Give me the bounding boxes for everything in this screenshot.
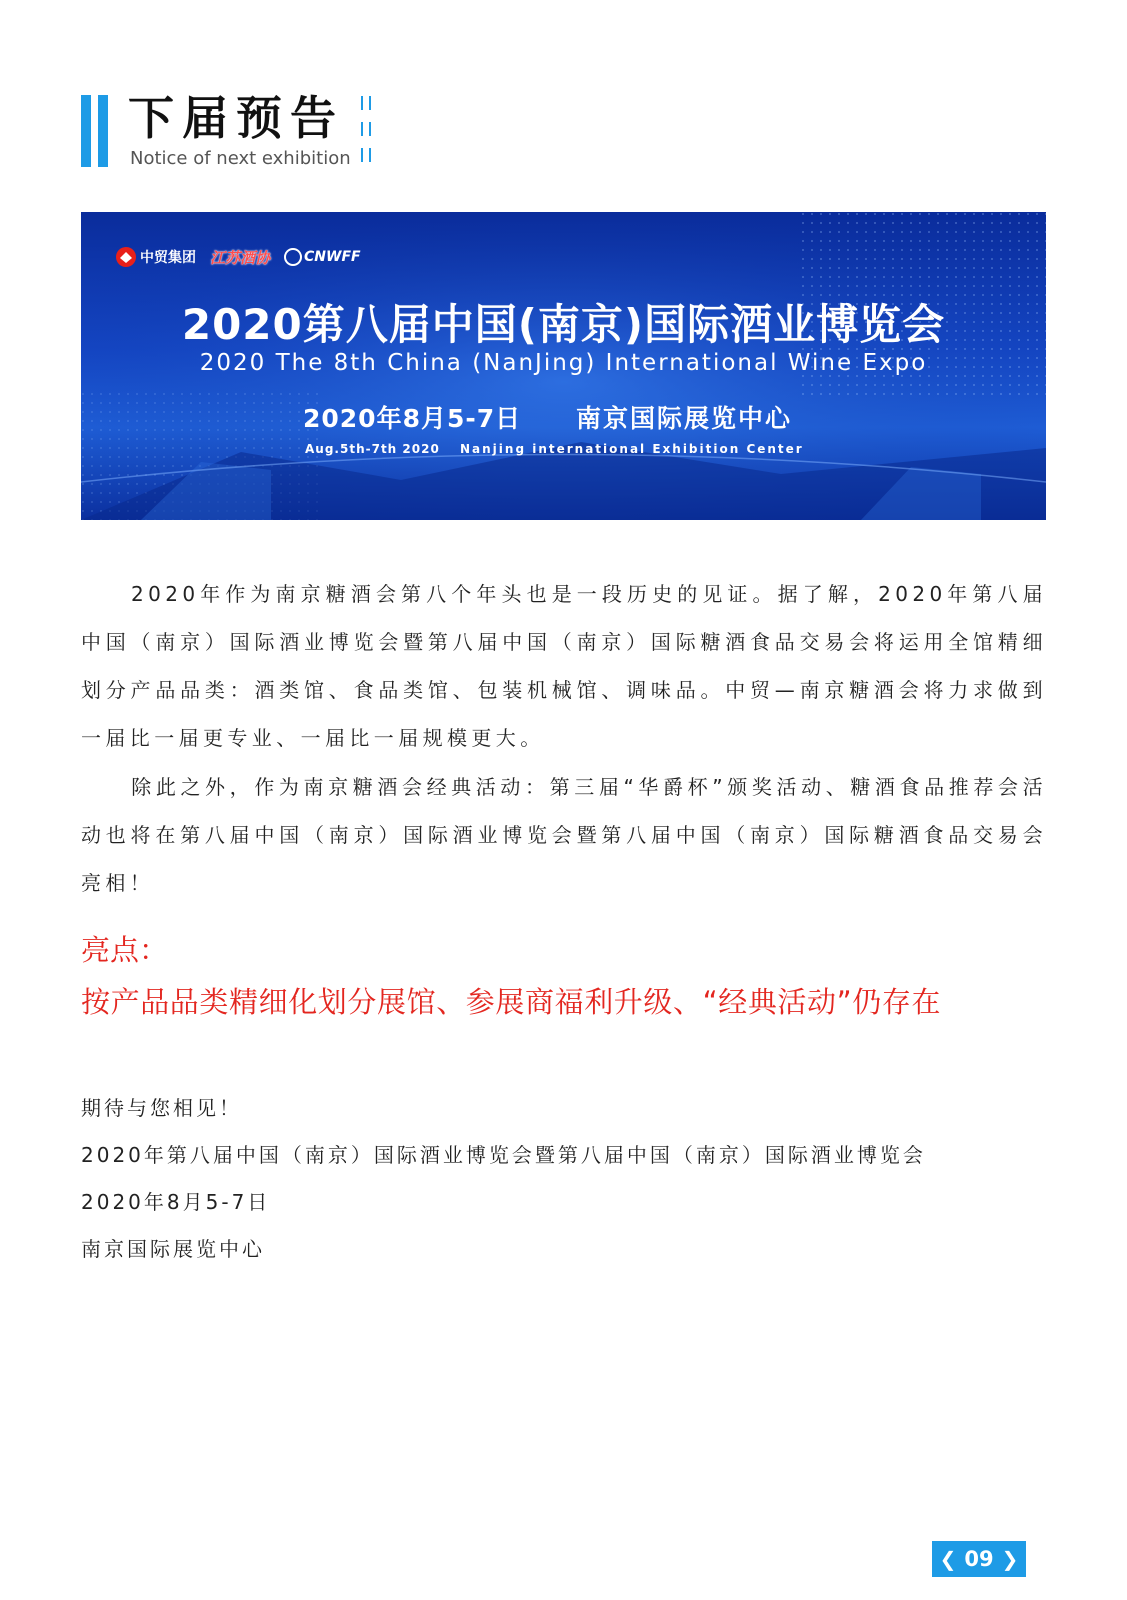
- cnwff-emblem-icon: [284, 248, 302, 266]
- body-paragraph-1: 2020年作为南京糖酒会第八个年头也是一段历史的见证。据了解，2020年第八届中国（南京）国际酒业博览会暨第八届中国（南京）国际糖酒食品交易会将运用全馆精细划分产品品类：酒类馆、食品类馆、包装机械馆、调味品。中贸—南京糖酒会将力求做到一届比一届更专业、一届比一届规模更大。: [81, 582, 1047, 750]
- jiangsu-wine-association-logo: 江苏酒协: [210, 248, 271, 267]
- heading-deco-lines: [361, 96, 373, 166]
- banner-venue-cn: 南京国际展览中心: [576, 404, 793, 433]
- banner-logos: [115, 241, 361, 273]
- highlight-text: 按产品品类精细化划分展馆、参展商福利升级、“经典活动”仍存在: [81, 985, 942, 1019]
- section-title: 下届预告: [128, 91, 344, 145]
- highlight-label: 亮点：: [81, 933, 169, 967]
- banner-venue-en: Nanjing international Exhibition Center: [460, 442, 804, 456]
- banner-title-cn: 2020第八届中国(南京)国际酒业博览会: [181, 300, 946, 349]
- banner-date-cn: 2020年8月5-7日: [303, 404, 522, 433]
- zhongmao-emblem-icon: [115, 246, 137, 268]
- body-paragraph-2: 除此之外，作为南京糖酒会经典活动：第三届“华爵杯”颁奖活动、糖酒食品推荐会活动也将在第八届中国（南京）国际酒业博览会暨第八届中国（南京）国际糖酒食品交易会亮相！: [81, 775, 1047, 895]
- zhongmao-logo: 中贸集团: [115, 246, 196, 268]
- chevron-left-icon: ❮: [939, 1547, 957, 1571]
- banner-title-en: 2020 The 8th China (NanJing) International Wine Expo: [199, 350, 928, 376]
- closing-event-name: 2020年第八届中国（南京）国际酒业博览会暨第八届中国（南京）国际酒业博览会: [81, 1143, 926, 1167]
- heading-accent-bars: [81, 95, 111, 167]
- closing-venue: 南京国际展览中心: [81, 1237, 265, 1261]
- page-number: 09: [964, 1547, 994, 1571]
- section-subtitle: Notice of next exhibition: [130, 148, 351, 169]
- page-number-badge: [932, 1541, 1026, 1577]
- banner-date-en: Aug.5th-7th 2020: [305, 442, 440, 456]
- cnwff-logo: CNWFF: [284, 248, 361, 266]
- closing-date: 2020年8月5-7日: [81, 1190, 271, 1214]
- chevron-right-icon: ❯: [1001, 1547, 1019, 1571]
- closing-greeting: 期待与您相见！: [81, 1096, 242, 1120]
- expo-banner: [81, 212, 1046, 520]
